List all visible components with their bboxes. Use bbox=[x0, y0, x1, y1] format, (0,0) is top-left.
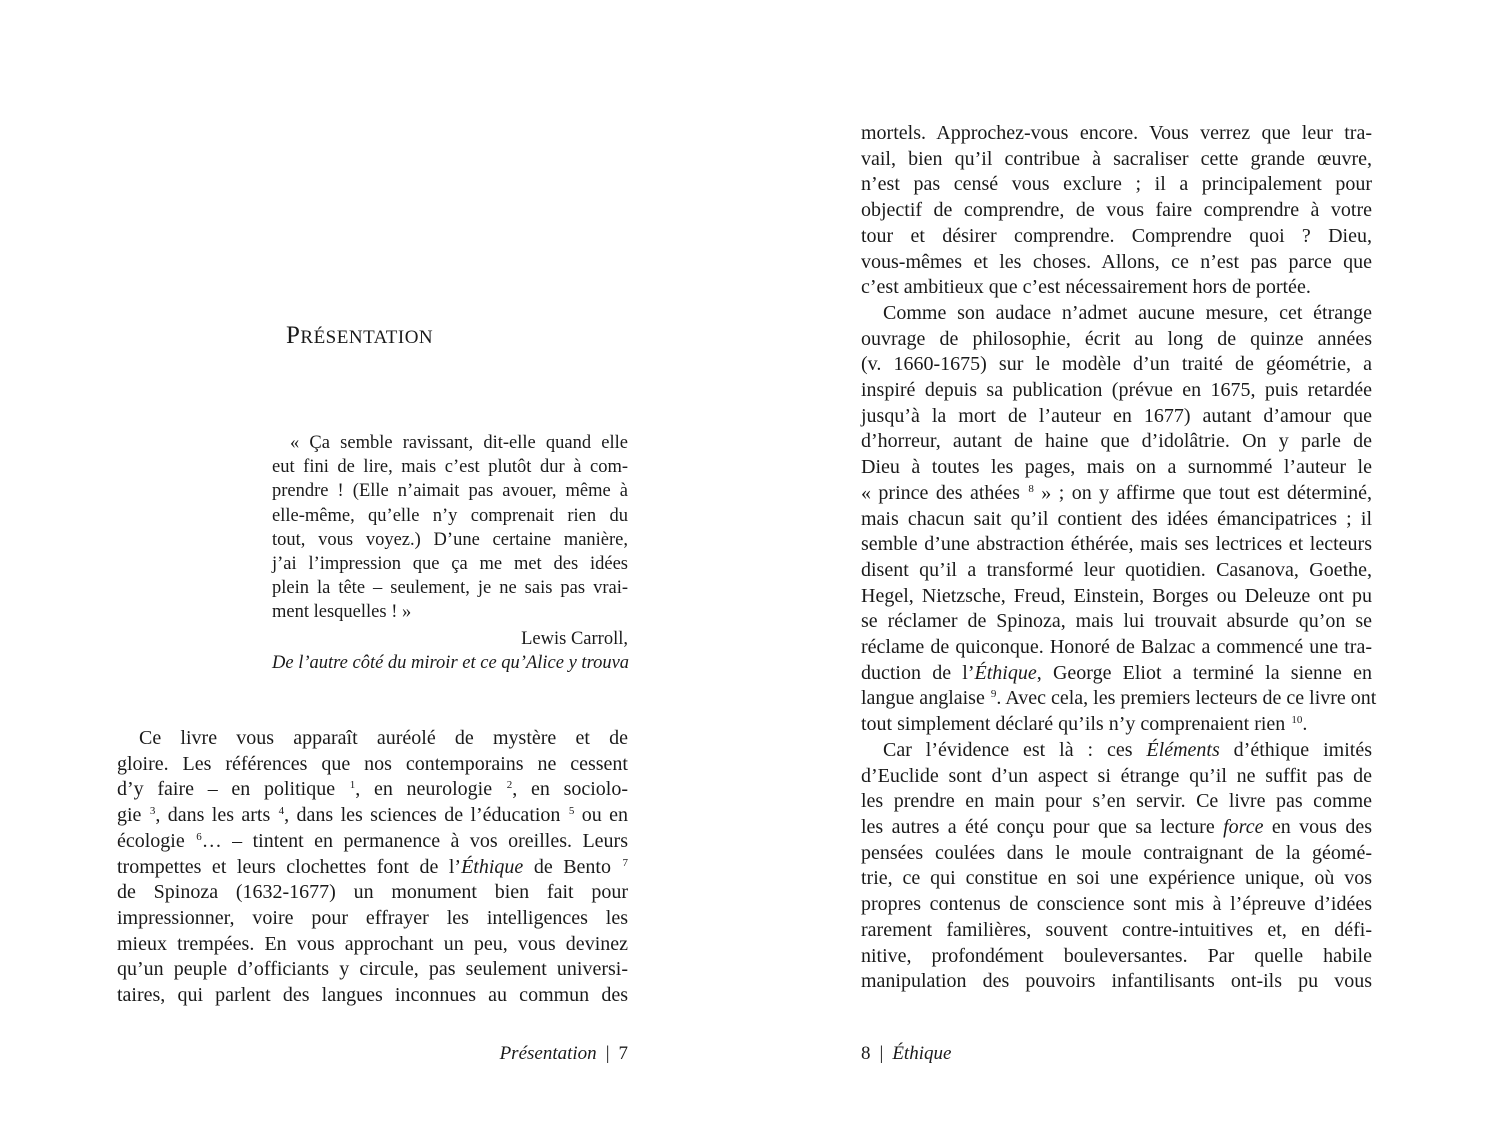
footnote-ref: 7 bbox=[622, 856, 628, 869]
emphasis: force bbox=[1223, 815, 1264, 838]
text-line: Dieu à toutes les pages, mais on a surnommé l’auteur le bbox=[861, 456, 1372, 479]
text-line: Comme son audace n’admet aucune mesure, cet étrange bbox=[883, 301, 1372, 324]
right-page bbox=[744, 0, 1488, 1125]
text-line: les prendre en main pour s’en servir. Ce livre pas comme bbox=[861, 790, 1372, 813]
running-title: Présentation bbox=[499, 1043, 597, 1064]
chapter-title bbox=[286, 322, 433, 350]
text-line: réclame de quiconque. Honoré de Balzac a commencé une tra- bbox=[861, 636, 1372, 659]
text-line: Ce livre vous apparaît auréolé de mystère et de bbox=[139, 727, 628, 749]
epigraph-line: prendre ! (Elle n’aimait pas avouer, même à bbox=[272, 481, 628, 502]
text-line: gie $^3$, dans les arts $^4$, dans les sciences de l’éducation $^5$ ou en bbox=[117, 804, 628, 827]
text-line: ouvrage de philosophie, écrit au long de quinze années bbox=[861, 327, 1372, 350]
footnote-ref: 1 bbox=[349, 779, 356, 792]
footnote-ref: 8 bbox=[1028, 482, 1034, 495]
page-footer-left bbox=[500, 1043, 628, 1065]
book-title: Éthique bbox=[461, 855, 524, 878]
epigraph-line: j’ai l’impression que ça me met des idées bbox=[272, 554, 628, 575]
epigraph-line: « Ça semble ravissant, dit-elle quand elle bbox=[290, 433, 628, 453]
text-line: les autres a été conçu pour que sa lecture force en vous des bbox=[861, 815, 1373, 838]
text-line: mieux trempées. En vous approchant un peu, vous devinez bbox=[117, 932, 628, 955]
footnote-ref: 6 bbox=[196, 830, 202, 843]
page-footer-right bbox=[861, 1043, 951, 1065]
epigraph-line: plein la tête – seulement, je ne sais pas vrai- bbox=[272, 578, 628, 599]
text-line: Hegel, Nietzsche, Freud, Einstein, Borges ou Deleuze ont pu bbox=[861, 584, 1372, 607]
text-line: taires, qui parlent des langues inconnues au commun des bbox=[117, 984, 628, 1007]
footnote-ref: 9 bbox=[990, 688, 997, 701]
text-line: Car l’évidence est là : ces Éléments d’éthique imités bbox=[883, 738, 1372, 761]
text-line: d’y faire – en politique $^1$, en neurologie $^2$, en sociolo- bbox=[117, 778, 629, 801]
text-line: trompettes et leurs clochettes font de l’Éthique de Bento $^7$ bbox=[117, 855, 628, 878]
text-line: disent qu’il a transformé leur quotidien. Casanova, Goethe, bbox=[861, 558, 1372, 581]
text-line: d’horreur, autant de haine que d’idolâtrie. On y parle de bbox=[861, 430, 1372, 453]
footnote-ref: 3 bbox=[149, 805, 156, 818]
text-line: rarement familières, souvent contre-intuitives et, en défi- bbox=[861, 918, 1372, 941]
footnote-ref: 4 bbox=[278, 805, 285, 818]
running-title: Éthique bbox=[892, 1043, 952, 1064]
book-title: Éléments bbox=[1146, 738, 1220, 761]
text-line: manipulation des pouvoirs infantilisants ont-ils pu vous bbox=[861, 970, 1372, 993]
epigraph-line: eut fini de lire, mais c’est plutôt dur à com- bbox=[272, 457, 628, 478]
text-line: jusqu’à la mort de l’auteur en 1677) autant d’amour que bbox=[861, 404, 1372, 427]
body-text bbox=[861, 121, 1377, 995]
chapter-title-rest: RÉSENTATION bbox=[300, 327, 434, 348]
epigraph-quote bbox=[272, 431, 628, 625]
page-number: 7 bbox=[618, 1043, 628, 1064]
text-line: d’Euclide sont d’un aspect si étrange qu’il ne suffit pas de bbox=[861, 764, 1372, 787]
footnote-ref: 10 bbox=[1291, 714, 1303, 727]
footnote-ref: 2 bbox=[506, 779, 513, 792]
epigraph-line: elle-même, qu’elle n’y comprenait rien du bbox=[272, 505, 628, 526]
text-line: objectif de comprendre, de vous faire comprendre à votre bbox=[861, 199, 1372, 222]
body-text bbox=[117, 726, 628, 1009]
epigraph-author: Lewis Carroll, bbox=[521, 629, 628, 649]
text-line: nitive, profondément bouleversantes. Par quelle habile bbox=[861, 944, 1372, 967]
text-line: vail, bien qu’il contribue à sacraliser cette grande œuvre, bbox=[861, 147, 1372, 170]
text-line: impressionner, voire pour effrayer les intelligences les bbox=[117, 906, 628, 929]
epigraph-work-title: De l’autre côté du miroir et ce qu’Alice y trouva bbox=[272, 653, 630, 673]
text-line: langue anglaise $^9$. Avec cela, les premiers lecteurs de ce livre ont bbox=[861, 687, 1377, 710]
text-line: de Spinoza (1632-1677) un monument bien fait pour bbox=[117, 881, 628, 904]
text-line: duction de l’Éthique, George Eliot a terminé la sienne en bbox=[861, 661, 1372, 684]
text-line: qu’un peuple d’officiants y circule, pas seulement universi- bbox=[117, 958, 628, 981]
footer-separator: | bbox=[879, 1043, 884, 1064]
footnote-ref: 5 bbox=[568, 805, 575, 818]
epigraph-line: ment lesquelles ! » bbox=[272, 602, 412, 623]
text-line: « prince des athées $^8$ » ; on y affirme que tout est déterminé, bbox=[861, 481, 1372, 504]
book-title: Éthique bbox=[974, 661, 1037, 684]
text-line: c’est ambitieux que c’est nécessairement hors de portée. bbox=[861, 276, 1311, 299]
text-line: propres contenus de conscience sont mis à l’épreuve d’idées bbox=[861, 893, 1372, 916]
text-line: écologie $^6$… – tintent en permanence à vos oreilles. Leurs bbox=[117, 829, 628, 852]
text-line: mais chacun sait qu’il contient des idées émancipatrices ; il bbox=[861, 507, 1372, 530]
text-line: pensées coulées dans le moule contraignant de la géomé- bbox=[861, 841, 1372, 864]
page-number: 8 bbox=[861, 1043, 871, 1064]
text-line: tour et désirer comprendre. Comprendre quoi ? Dieu, bbox=[861, 224, 1372, 247]
text-line: tout simplement déclaré qu’ils n’y comprenaient rien $^{10}$. bbox=[861, 713, 1308, 736]
chapter-title-initial: P bbox=[286, 322, 301, 349]
footer-separator: | bbox=[605, 1043, 610, 1064]
text-line: se réclamer de Spinoza, mais lui trouvait absurde qu’on se bbox=[861, 610, 1372, 633]
text-line: gloire. Les références que nos contemporains ne cessent bbox=[117, 752, 628, 775]
text-line: (v. 1660-1675) sur le modèle d’un traité de géométrie, a bbox=[861, 353, 1372, 376]
text-line: mortels. Approchez-vous encore. Vous verrez que leur tra- bbox=[861, 122, 1372, 144]
text-line: vous-mêmes et les choses. Allons, ce n’est pas parce que bbox=[861, 250, 1372, 273]
epigraph-line: tout, vous voyez.) D’une certaine manière, bbox=[272, 529, 628, 550]
text-line: inspiré depuis sa publication (prévue en 1675, puis retardée bbox=[861, 379, 1372, 402]
text-line: trie, ce qui constitue en soi une expérience unique, où vos bbox=[861, 867, 1372, 890]
text-line: n’est pas censé vous exclure ; il a principalement pour bbox=[861, 173, 1372, 196]
text-line: semble d’une abstraction éthérée, mais ses lectrices et lecteurs bbox=[861, 533, 1372, 556]
